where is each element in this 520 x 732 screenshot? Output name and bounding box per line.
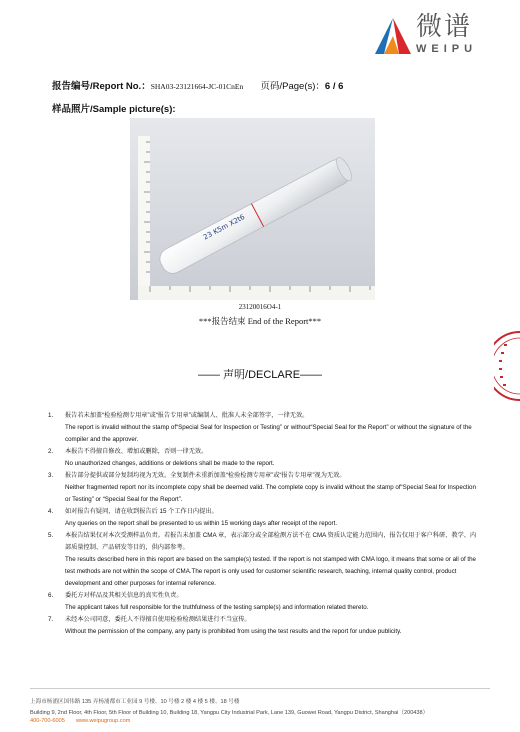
seal-stamp-icon	[494, 330, 520, 402]
report-no-label: 报告编号/Report No.：	[52, 81, 151, 92]
report-no-value: SHA03-23121664-JC-01CnEn	[150, 82, 244, 91]
declaration-item-4	[48, 506, 478, 530]
footer-contact	[30, 718, 130, 724]
item-number: 7.	[48, 616, 54, 623]
item-cn: 未经本公司同意，委托人不得擅自使用检验检测结果进行不当宣传。	[65, 616, 251, 623]
declaration-item-7	[48, 614, 478, 638]
item-number: 6.	[48, 592, 54, 599]
footer-address-cn: 上海市杨浦区国伟路 135 弄杨浦都市工业园 9 号楼、10 号楼 2 楼 4 楼 5 楼、18 号楼	[30, 699, 240, 705]
declaration-item-3	[48, 470, 478, 506]
photo-caption: 23120016O4-1	[238, 303, 282, 311]
item-number: 3.	[48, 472, 54, 479]
declaration-item-2	[48, 446, 478, 470]
item-en: Any queries on the report shall be presented to us within 15 working days after receipt of the report.	[65, 520, 338, 527]
item-en: Neither fragmented report nor its incomplete copy shall be deemed valid. The complete copy is invalid without the stamp of“Special Seal for Inspection or Testing” or “Special Seal for the Report”.	[65, 484, 476, 503]
sample-photo-image	[130, 118, 375, 300]
item-en: No unauthorized changes, additions or deletions shall be made to the report.	[65, 460, 275, 467]
item-number: 4.	[48, 508, 54, 515]
footer-website[interactable]: www.weipugroup.com	[75, 718, 131, 724]
item-en: The applicant takes full responsible for the truthfulness of the testing sample(s) and information related thereto.	[65, 604, 369, 611]
report-header	[52, 78, 343, 92]
page-value: 6 / 6	[324, 81, 344, 92]
item-number: 2.	[48, 448, 54, 455]
item-cn: 本报告不得擅自修改、增加或删除，否则一律无效。	[65, 448, 208, 455]
item-cn: 委托方对样品及其相关信息的真实性负责。	[65, 592, 183, 599]
item-cn: 本报告结果仅对本次受测样品负责。若报告未加盖 CMA 章，表示部分或全部检测方法不在 CMA 资质认定能力范围内，报告仅用于客户科研、教学、内部质量控制、产品研发等目的，供内部参考。	[65, 532, 477, 551]
item-en: The results described here in this report are based on the sample(s) tested. If the report is not stamped with CMA logo, it means that some or all of the test methods are not within the scope of CMA.The report is only used for customer scientific research, teaching, internal quality control, product development and other purposes for internal reference.	[65, 556, 476, 587]
item-cn: 如对报告有疑问，请在收到报告后 15 个工作日内提出。	[65, 508, 218, 515]
item-en: Without the permission of the company, any party is prohibited from using the test results and the report for undue publicity.	[65, 628, 402, 635]
sample-photo	[130, 118, 375, 300]
item-number: 5.	[48, 532, 54, 539]
footer-phone: 400-700-6005	[30, 718, 65, 724]
logo-cn-text: 微谱	[416, 12, 473, 42]
item-en: The report is invalid without the stamp of“Special Seal for Inspection or Testing” or without“Special Seal for the Report” or without the signature of the compiler and the approver.	[65, 424, 472, 443]
footer-address-en: Building 9, 2nd Floor, 4th Floor, 5th Floor of Building 10, Building 18, Yangpu City Industrial Park, Lane 139, Guowei Road, Yangpu District, Shanghai（200438）	[30, 710, 429, 716]
seal-stamp	[494, 330, 520, 402]
page-label: 页码/Page(s)：	[260, 81, 325, 92]
end-of-report: ***报告结束 End of the Report***	[198, 316, 322, 326]
company-logo	[371, 14, 415, 58]
weipu-logo-icon	[371, 14, 415, 58]
sample-picture-title: 样品照片/Sample picture(s):	[52, 104, 176, 115]
sample-marking: 23 K5m X2t6	[202, 212, 247, 242]
declare-title: —— 声明/DECLARE——	[197, 369, 323, 381]
declaration-item-5	[48, 530, 478, 590]
declaration-item-6	[48, 590, 478, 614]
declaration-list	[48, 410, 478, 638]
footer-divider	[30, 688, 490, 689]
item-cn: 报告部分提供或部分复制均视为无效。全复制件未重新加盖“检验检测专用章”或“报告专用章”视为无效。	[65, 472, 346, 479]
item-number: 1.	[48, 412, 54, 419]
logo-en-text: WEIPU	[416, 43, 478, 55]
item-cn: 报告若未加盖“检验检测专用章”或“报告专用章”或编制人、批准人未全部签字，一律无效。	[65, 412, 309, 419]
declaration-item-1	[48, 410, 478, 446]
